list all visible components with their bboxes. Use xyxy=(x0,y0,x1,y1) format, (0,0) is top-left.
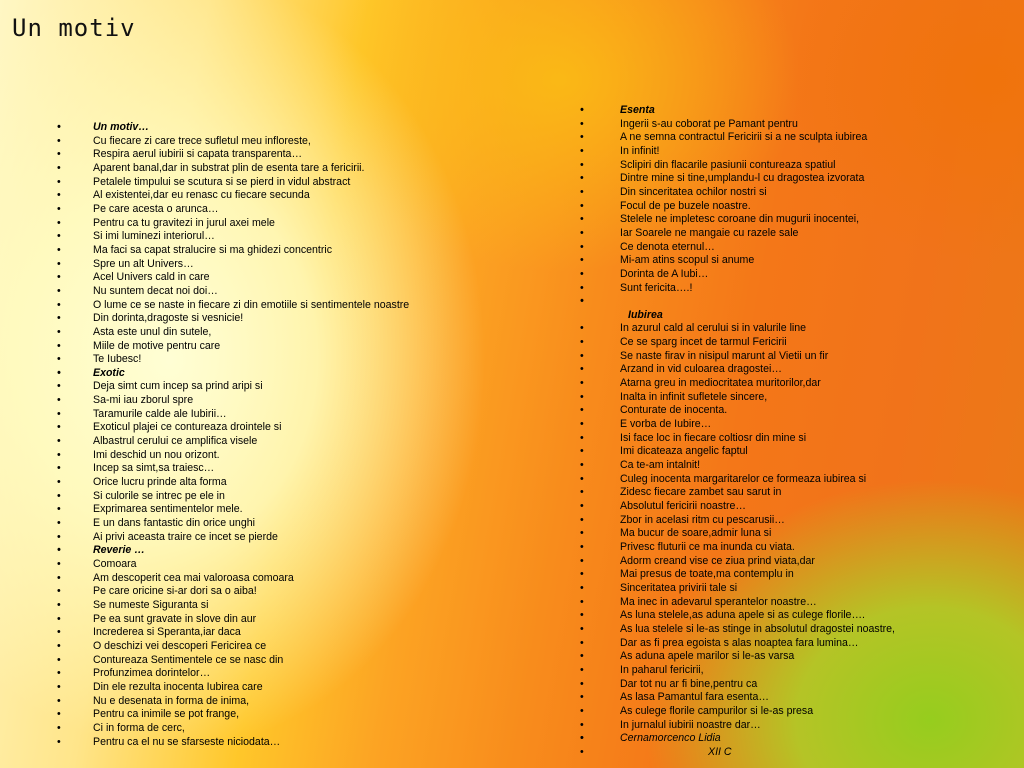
poem-line: • Din dorinta,dragoste si vesnicie! xyxy=(57,312,487,326)
poem-line: • E un dans fantastic din orice unghi xyxy=(57,517,487,531)
poem-heading: • Esenta xyxy=(580,104,1020,118)
poem-line: • Te Iubesc! xyxy=(57,353,487,367)
poem-line: • Dorinta de A Iubi… xyxy=(580,268,1020,282)
poem-line: • In paharul fericirii, xyxy=(580,664,1020,678)
poem-line: • Dar tot nu ar fi bine,pentru ca xyxy=(580,678,1020,692)
poem-line: • Orice lucru prinde alta forma xyxy=(57,476,487,490)
poem-line: • O lume ce se naste in fiecare zi din emotiile si sentimentele noastre xyxy=(57,299,487,313)
poem-line: • Adorm creand vise ce ziua prind viata,dar xyxy=(580,555,1020,569)
poem-line: • Sclipiri din flacarile pasiunii contureaza spatiul xyxy=(580,159,1020,173)
poem-line: • Se naste firav in nisipul marunt al Vietii un fir xyxy=(580,350,1020,364)
poem-line: • Inalta in infinit sufletele sincere, xyxy=(580,391,1020,405)
poem-line: • Nu suntem decat noi doi… xyxy=(57,285,487,299)
poem-line: • Ma faci sa capat stralucire si ma ghidezi concentric xyxy=(57,244,487,258)
poem-line: • Ce denota eternul… xyxy=(580,241,1020,255)
poem-line: • Ca te-am intalnit! xyxy=(580,459,1020,473)
slide-title: Un motiv xyxy=(12,14,136,42)
poem-line: • Iar Soarele ne mangaie cu razele sale xyxy=(580,227,1020,241)
poem-line: • Pentru ca el nu se sfarseste niciodata… xyxy=(57,736,487,750)
poem-line: • Ma bucur de soare,admir luna si xyxy=(580,527,1020,541)
poem-line: • Mi-am atins scopul si anume xyxy=(580,254,1020,268)
poem-line: • Pentru ca inimile se pot frange, xyxy=(57,708,487,722)
poem-line: • Mai presus de toate,ma contemplu in xyxy=(580,568,1020,582)
poem-line: • Albastrul cerului ce amplifica visele xyxy=(57,435,487,449)
left-poem-column xyxy=(57,121,487,749)
poem-line: • Atarna greu in mediocritatea muritorilor,dar xyxy=(580,377,1020,391)
poem-line: • Pentru ca tu gravitezi in jurul axei mele xyxy=(57,217,487,231)
poem-heading xyxy=(580,295,1020,322)
poem-line: • Ci in forma de cerc, xyxy=(57,722,487,736)
poem-line: • Comoara xyxy=(57,558,487,572)
poem-line: • Se numeste Siguranta si xyxy=(57,599,487,613)
poem-line: • Incep sa simt,sa traiesc… xyxy=(57,462,487,476)
poem-heading: • Exotic xyxy=(57,367,487,381)
author-class xyxy=(580,746,1020,760)
poem-line: • Pe care acesta o arunca… xyxy=(57,203,487,217)
poem-line: • Si imi luminezi interiorul… xyxy=(57,230,487,244)
poem-line: • In jurnalul iubirii noastre dar… xyxy=(580,719,1020,733)
poem-line: • Zbor in acelasi ritm cu pescarusii… xyxy=(580,514,1020,528)
poem-line: • Miile de motive pentru care xyxy=(57,340,487,354)
poem-line: • As luna stelele,as aduna apele si as culege florile…. xyxy=(580,609,1020,623)
poem-line: • Spre un alt Univers… xyxy=(57,258,487,272)
poem-line: • Culeg inocenta margaritarelor ce formeaza iubirea si xyxy=(580,473,1020,487)
poem-line: • E vorba de Iubire… xyxy=(580,418,1020,432)
poem-line: • Acel Univers cald in care xyxy=(57,271,487,285)
poem-line: • Aparent banal,dar in substrat plin de esenta tare a fericirii. xyxy=(57,162,487,176)
poem-line: • Din ele rezulta inocenta Iubirea care xyxy=(57,681,487,695)
poem-line: • Sunt fericita….! xyxy=(580,282,1020,296)
poem-line: • As aduna apele marilor si le-as varsa xyxy=(580,650,1020,664)
poem-line: • Respira aerul iubirii si capata transparenta… xyxy=(57,148,487,162)
poem-line: • As lua stelele si le-as stinge in absolutul dragostei noastre, xyxy=(580,623,1020,637)
poem-line: • O deschizi vei descoperi Fericirea ce xyxy=(57,640,487,654)
poem-line: • Ingerii s-au coborat pe Pamant pentru xyxy=(580,118,1020,132)
poem-line: • Din sinceritatea ochilor nostri si xyxy=(580,186,1020,200)
poem-line: • Stelele ne impletesc coroane din mugurii inocentei, xyxy=(580,213,1020,227)
author-class-label: XII C xyxy=(708,745,732,758)
poem-line: • Petalele timpului se scutura si se pierd in vidul abstract xyxy=(57,176,487,190)
poem-line: • A ne semna contractul Fericirii si a ne sculpta iubirea xyxy=(580,131,1020,145)
poem-line: • Increderea si Speranta,iar daca xyxy=(57,626,487,640)
poem-line: • Al existentei,dar eu renasc cu fiecare secunda xyxy=(57,189,487,203)
poem-line: • As culege florile campurilor si le-as presa xyxy=(580,705,1020,719)
poem-line: • Conturate de inocenta. xyxy=(580,404,1020,418)
poem-line: • Si culorile se intrec pe ele in xyxy=(57,490,487,504)
poem-line: • Nu e desenata in forma de inima, xyxy=(57,695,487,709)
poem-line: • In azurul cald al cerului si in valurile line xyxy=(580,322,1020,336)
poem-line: • Isi face loc in fiecare coltiosr din mine si xyxy=(580,432,1020,446)
poem-line: • As lasa Pamantul fara esenta… xyxy=(580,691,1020,705)
poem-line: • Sinceritatea privirii tale si xyxy=(580,582,1020,596)
poem-line: • Imi deschid un nou orizont. xyxy=(57,449,487,463)
poem-line: • Taramurile calde ale Iubirii… xyxy=(57,408,487,422)
poem-line: • Ce se sparg incet de tarmul Fericirii xyxy=(580,336,1020,350)
poem-line: • Cu fiecare zi care trece sufletul meu infloreste, xyxy=(57,135,487,149)
poem-line: • Dar as fi prea egoista s alas noaptea fara lumina… xyxy=(580,637,1020,651)
poem-line: • Exprimarea sentimentelor mele. xyxy=(57,503,487,517)
poem-line: • Profunzimea dorintelor… xyxy=(57,667,487,681)
poem-line: • Sa-mi iau zborul spre xyxy=(57,394,487,408)
right-poem-column xyxy=(580,104,1020,759)
poem-line: • Deja simt cum incep sa prind aripi si xyxy=(57,380,487,394)
poem-heading: • Reverie … xyxy=(57,544,487,558)
author-name: • Cernamorcenco Lidia xyxy=(580,732,1020,746)
poem-line: • Pe care oricine si-ar dori sa o aiba! xyxy=(57,585,487,599)
poem-line: • Exoticul plajei ce contureaza drointele si xyxy=(57,421,487,435)
poem-line: • Contureaza Sentimentele ce se nasc din xyxy=(57,654,487,668)
poem-line: • Asta este unul din sutele, xyxy=(57,326,487,340)
poem-line: • Imi dicateaza angelic faptul xyxy=(580,445,1020,459)
poem-line: • Ai privi aceasta traire ce incet se pierde xyxy=(57,531,487,545)
poem-line: • Ma inec in adevarul sperantelor noastre… xyxy=(580,596,1020,610)
poem-line: • Absolutul fericirii noastre… xyxy=(580,500,1020,514)
poem-line: • Focul de pe buzele noastre. xyxy=(580,200,1020,214)
poem-line: • Privesc fluturii ce ma inunda cu viata. xyxy=(580,541,1020,555)
poem-line: • Am descoperit cea mai valoroasa comoara xyxy=(57,572,487,586)
poem-line: • Pe ea sunt gravate in slove din aur xyxy=(57,613,487,627)
poem-line: • In infinit! xyxy=(580,145,1020,159)
poem-line: • Dintre mine si tine,umplandu-l cu dragostea izvorata xyxy=(580,172,1020,186)
poem-heading: • Un motiv… xyxy=(57,121,487,135)
poem-line: • Arzand in vid culoarea dragostei… xyxy=(580,363,1020,377)
poem-heading-label: • Iubirea xyxy=(628,308,663,321)
poem-line: • Zidesc fiecare zambet sau sarut in xyxy=(580,486,1020,500)
